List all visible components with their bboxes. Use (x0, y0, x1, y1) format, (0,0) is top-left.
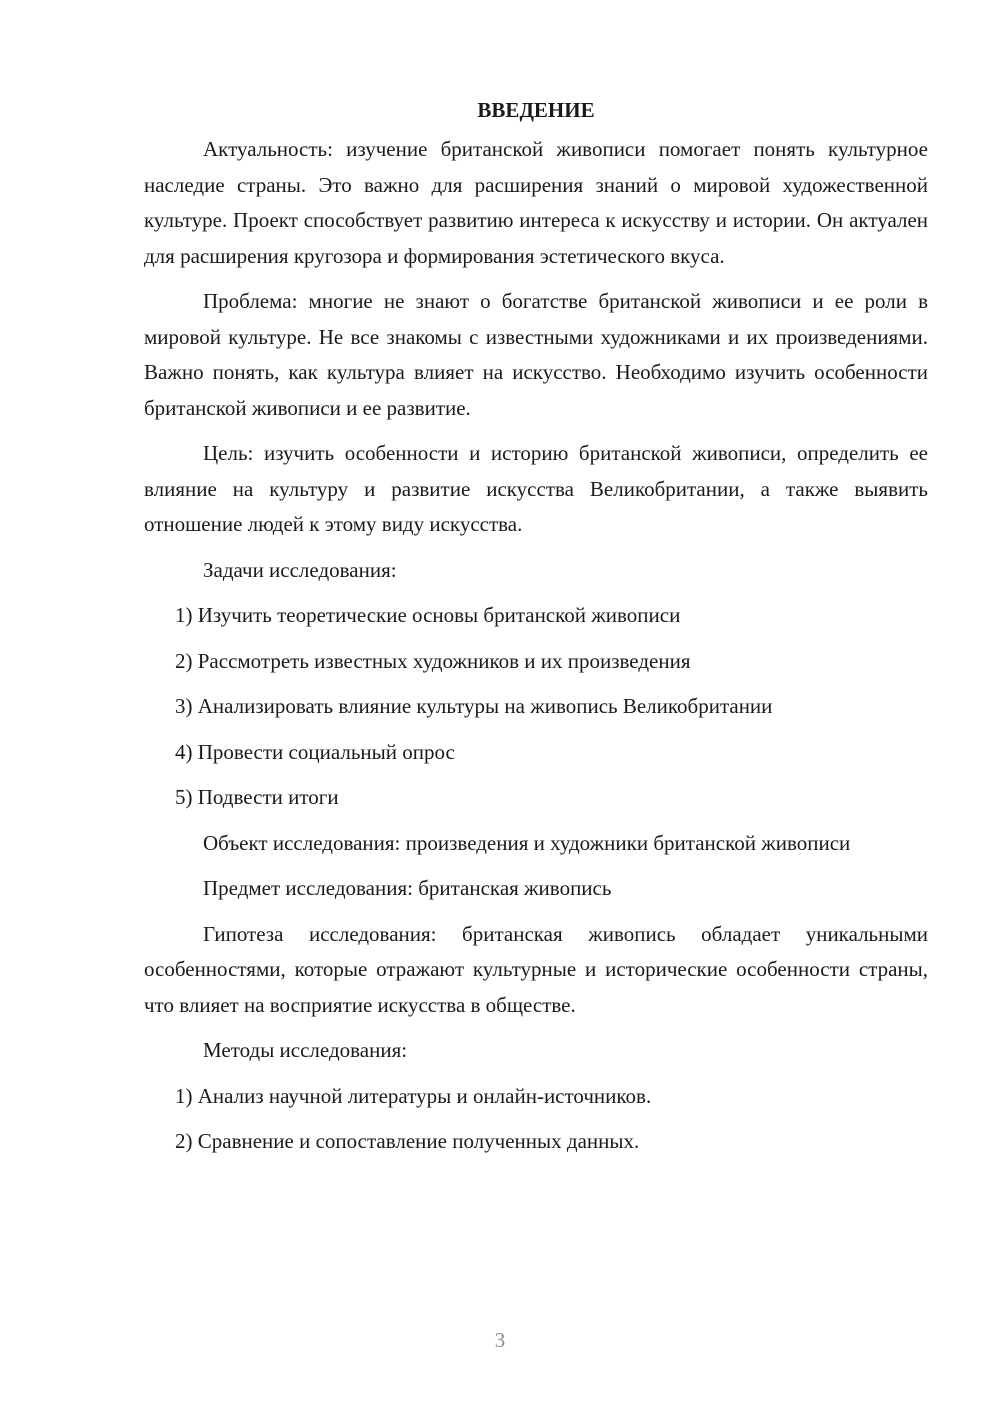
paragraph-problem: Проблема: многие не знают о богатстве британской живописи и ее роли в мировой культуре. Не все знакомы с известными художниками и их произведениями. Важно понять, как культура влияет на искусство. Необходимо изучить особенности британской живописи и ее развитие. (144, 289, 928, 420)
method-item: 1) Анализ научной литературы и онлайн-источников. (175, 1083, 652, 1108)
document-page (144, 88, 928, 1170)
methods-heading: Методы исследования: (203, 1038, 408, 1062)
section-title: ВВЕДЕНИЕ (477, 98, 595, 122)
task-item: 4) Провести социальный опрос (175, 739, 455, 764)
task-item: 5) Подвести итоги (175, 785, 339, 809)
task-item: 1) Изучить теоретические основы британской живописи (175, 603, 681, 627)
task-item: 2) Рассмотреть известных художников и их произведения (175, 648, 691, 673)
method-item: 2) Сравнение и сопоставление полученных данных. (175, 1129, 640, 1153)
task-item: 3) Анализировать влияние культуры на живопись Великобритании (175, 694, 773, 718)
paragraph-hypothesis: Гипотеза исследования: британская живопись обладает уникальными особенностями, которые отражают культурные и исторические особенности страны, что влияет на восприятие искусства в обществе. (144, 921, 928, 1017)
page-number: 3 (494, 1328, 506, 1352)
paragraph-relevance: Актуальность: изучение британской живописи помогает понять культурное наследие страны. Это важно для расширения знаний о мировой художественной культуре. Проект способствует развитию интереса к искусству и истории. Он актуален для расширения кругозора и формирования эстетического вкуса. (144, 137, 928, 268)
tasks-heading: Задачи исследования: (203, 557, 397, 582)
paragraph-object: Объект исследования: произведения и художники британской живописи (203, 830, 851, 855)
paragraph-goal: Цель: изучить особенности и историю британской живописи, определить ее влияние на культуру и развитие искусства Великобритании, а также выявить отношение людей к этому виду искусства. (144, 441, 928, 536)
paragraph-subject: Предмет исследования: британская живопись (203, 876, 612, 900)
